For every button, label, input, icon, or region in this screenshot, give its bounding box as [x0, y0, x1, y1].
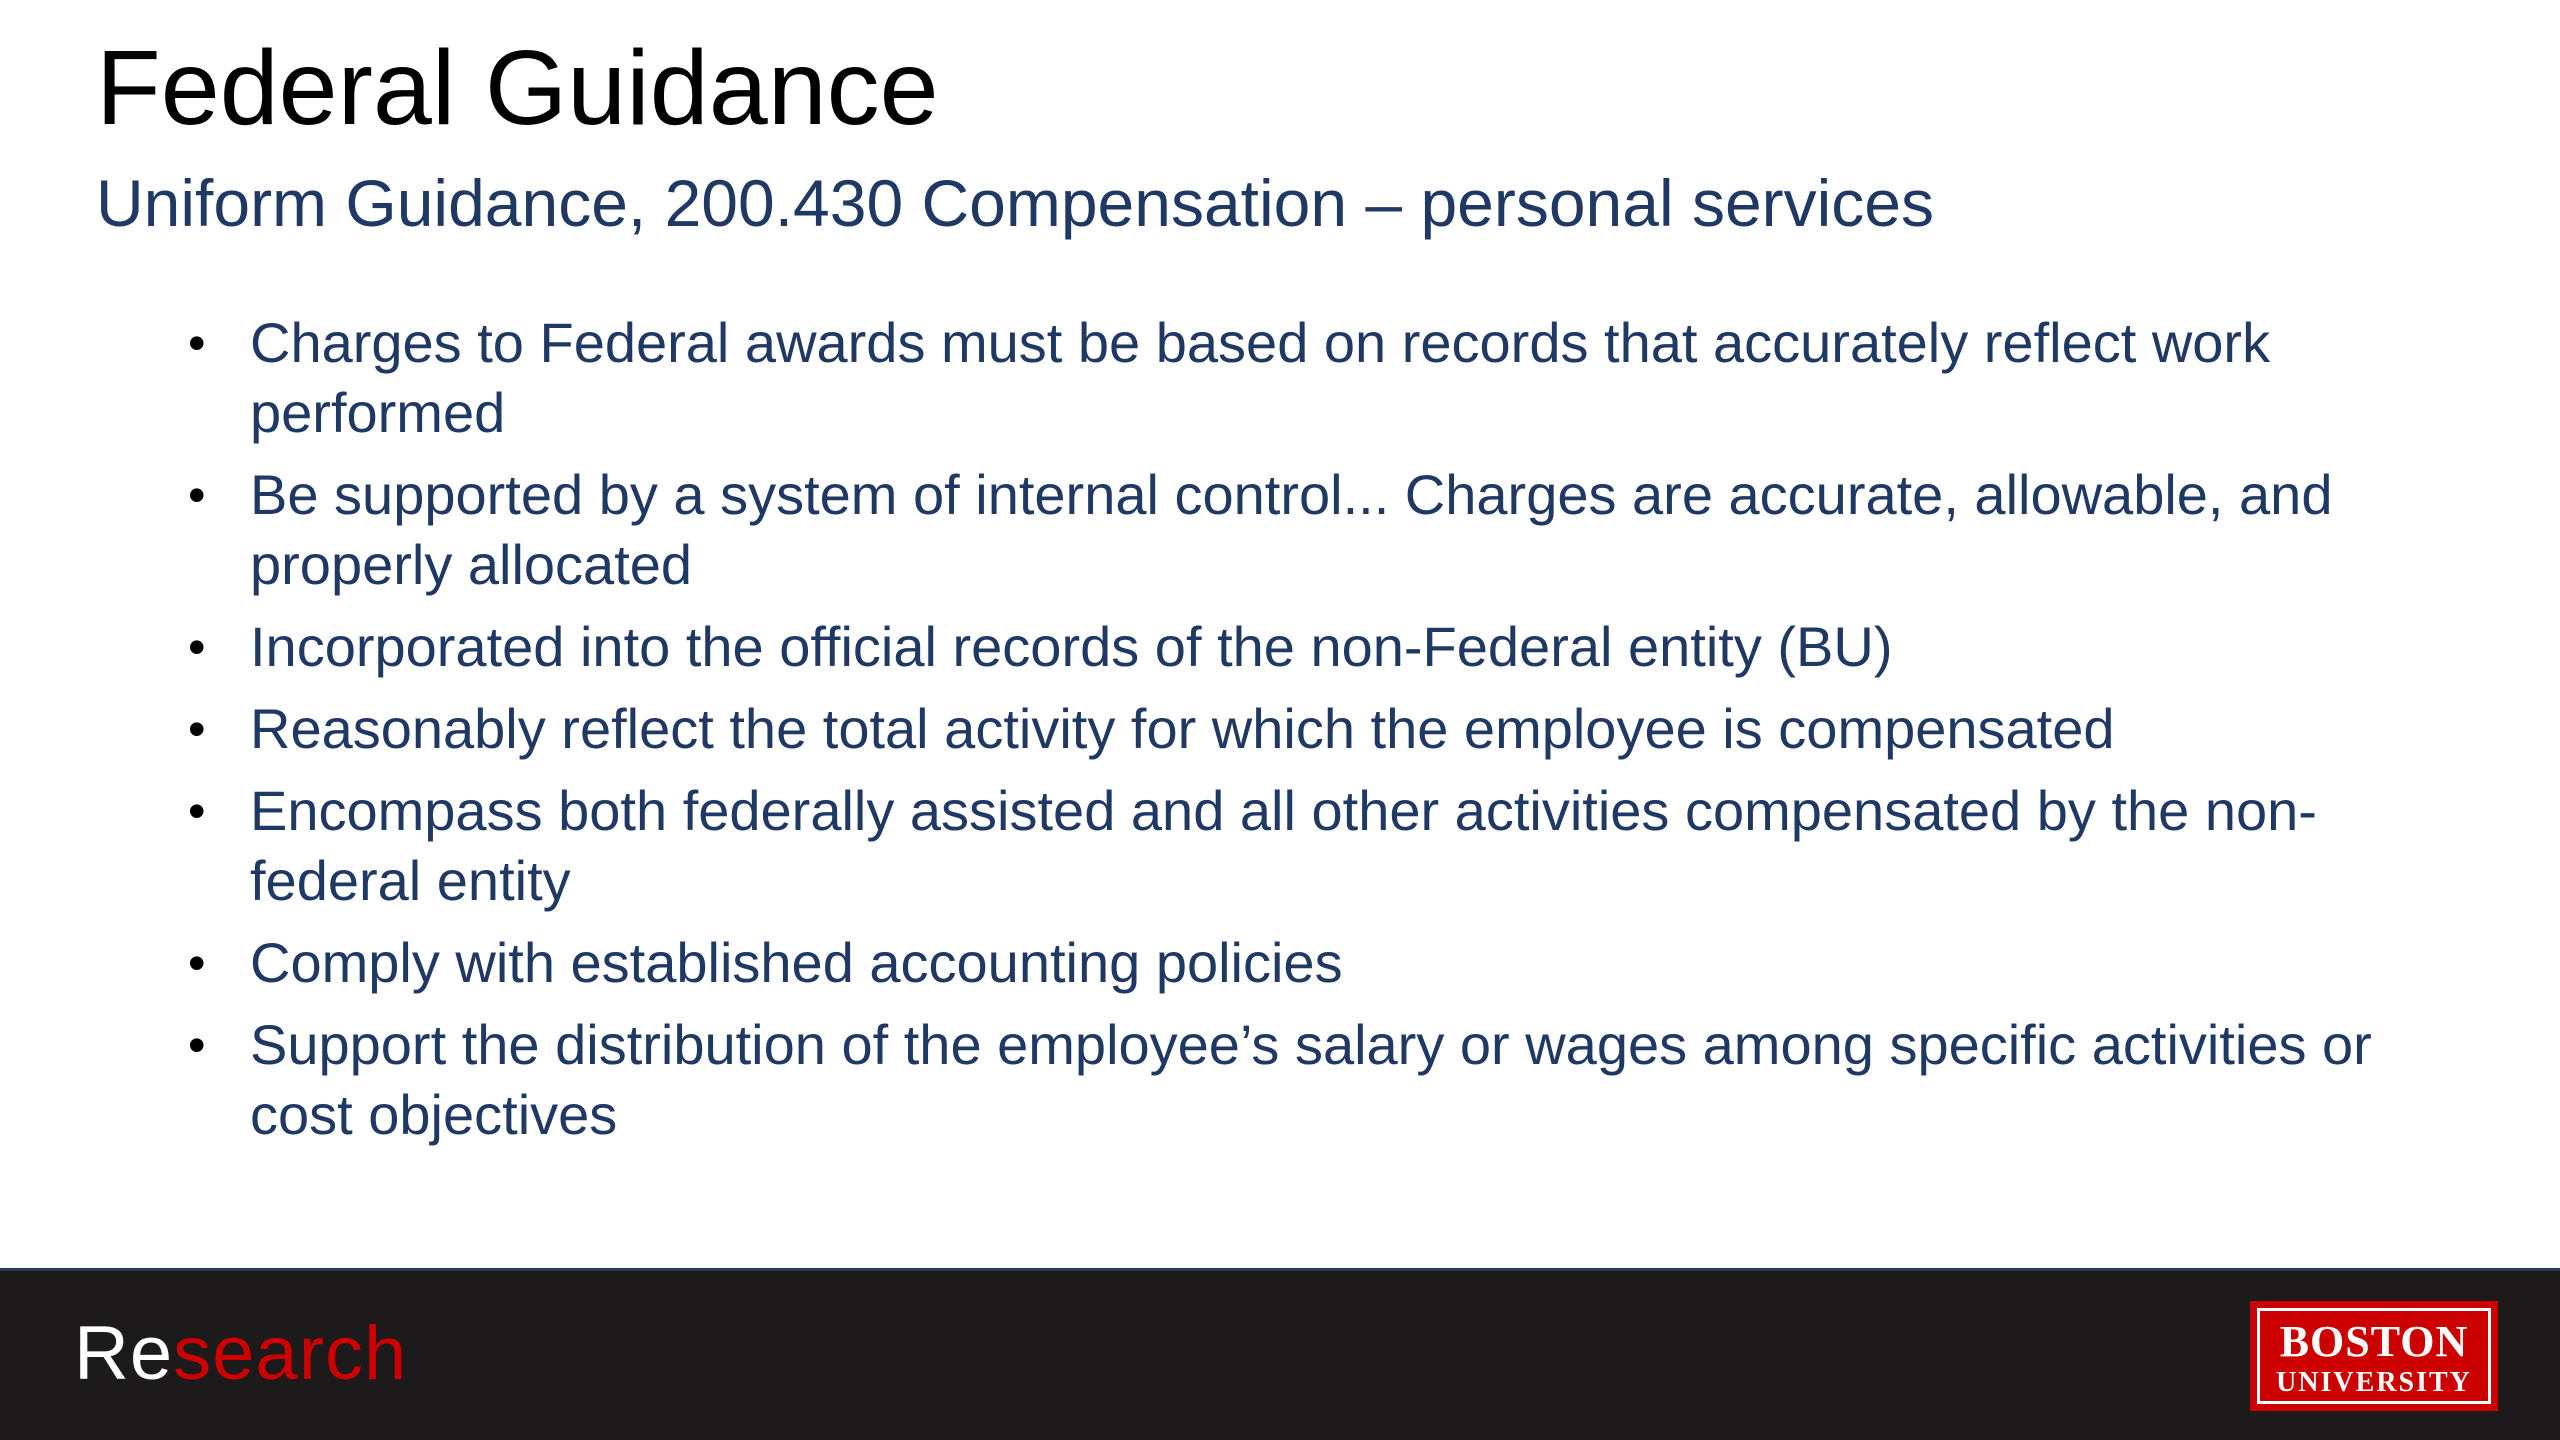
footer-bar: [0, 1268, 2560, 1440]
bullet-icon: •: [188, 315, 206, 371]
bullet-icon: •: [188, 701, 206, 757]
bullet-item: [180, 308, 2440, 448]
bullet-text: Charges to Federal awards must be based on records that accurately reflect work performed: [250, 311, 2271, 444]
bullet-item: [180, 460, 2440, 600]
bullet-item: [180, 1010, 2440, 1150]
research-logo-part2: search: [173, 1311, 408, 1396]
slide-subtitle: Uniform Guidance, 200.430 Compensation – personal services: [96, 166, 1935, 240]
bullet-text: Support the distribution of the employee’s salary or wages among specific activities or cost objectives: [250, 1013, 2372, 1146]
bullet-text: Be supported by a system of internal control... Charges are accurate, allowable, and properly allocated: [250, 463, 2333, 596]
bullet-text: Reasonably reflect the total activity for which the employee is compensated: [250, 697, 2115, 760]
bu-logo-line1: BOSTON: [2279, 1317, 2469, 1366]
boston-university-logo: [2250, 1301, 2498, 1411]
research-logo: [74, 1309, 407, 1399]
bullet-icon: •: [188, 783, 206, 839]
bullet-icon: •: [188, 467, 206, 523]
bullet-item: [180, 694, 2440, 764]
bullet-item: [180, 928, 2440, 998]
research-logo-part1: Re: [74, 1311, 174, 1396]
bu-logo-line2: UNIVERSITY: [2276, 1367, 2472, 1398]
bullet-icon: •: [188, 935, 206, 991]
slide-title: Federal Guidance: [96, 29, 939, 147]
bullet-list: [180, 308, 2440, 1162]
bullet-text: Incorporated into the official records of the non-Federal entity (BU): [250, 615, 1893, 678]
bullet-text: Encompass both federally assisted and all other activities compensated by the non-federal entity: [250, 779, 2317, 912]
bullet-icon: •: [188, 619, 206, 675]
bullet-item: [180, 776, 2440, 916]
bullet-icon: •: [188, 1017, 206, 1073]
bullet-text: Comply with established accounting policies: [250, 931, 1343, 994]
bullet-item: [180, 612, 2440, 682]
